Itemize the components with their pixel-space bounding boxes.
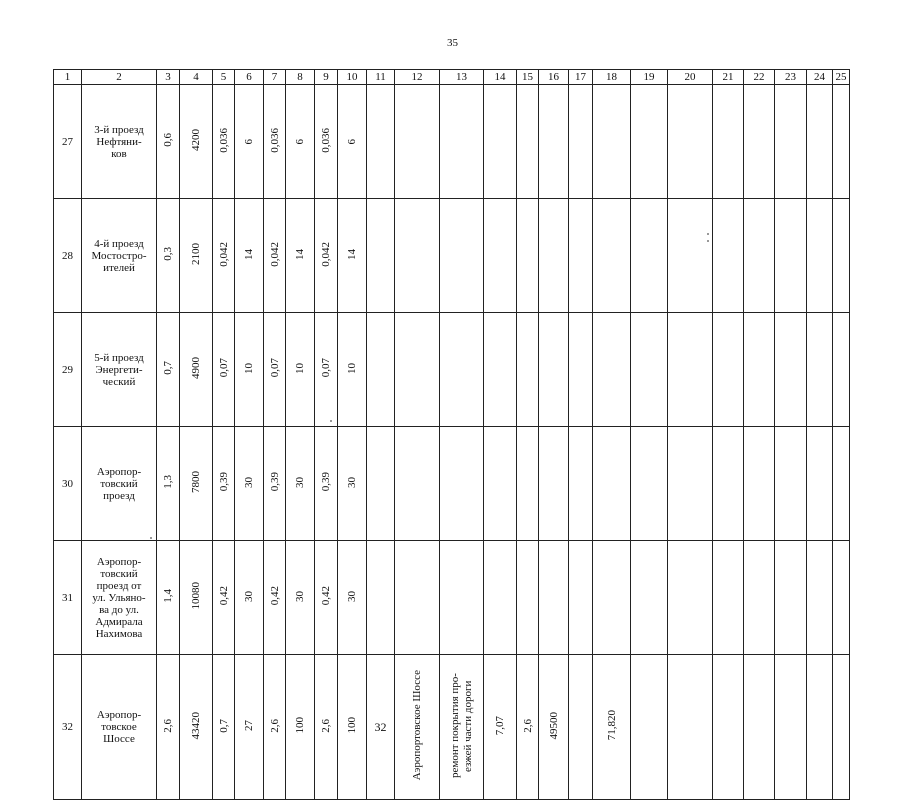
cell-c23	[775, 655, 807, 800]
header-cell: 13	[440, 70, 484, 85]
cell-c6	[235, 427, 264, 541]
cell-c7	[264, 313, 286, 427]
row-number: 32	[54, 655, 82, 800]
cell-value: 7,07	[494, 715, 506, 736]
cell-c18	[593, 541, 631, 655]
table-row	[54, 541, 850, 655]
cell-c13-work-type	[440, 199, 484, 313]
cell-c14	[484, 313, 517, 427]
cell-c24	[807, 85, 833, 199]
cell-value: 0,036	[268, 127, 281, 153]
cell-value: 6	[243, 139, 255, 145]
cell-c10	[338, 541, 367, 655]
cell-c18	[593, 85, 631, 199]
cell-value: 0,07	[268, 358, 281, 378]
cell-c10	[338, 313, 367, 427]
cell-c9	[315, 199, 338, 313]
cell-value: 0,42	[268, 586, 281, 606]
cell-c19	[631, 85, 668, 199]
table-row	[54, 655, 850, 800]
cell-c10	[338, 427, 367, 541]
cell-c5	[213, 427, 235, 541]
cell-value: 10	[243, 362, 255, 374]
cell-value: 2,6	[162, 718, 174, 733]
road-name	[82, 199, 157, 313]
row-number: 31	[54, 541, 82, 655]
header-cell: 24	[807, 70, 833, 85]
cell-value: 4200	[190, 129, 202, 151]
cell-value: 2,6	[320, 718, 332, 733]
cell-c3	[157, 199, 180, 313]
cell-c22	[744, 313, 775, 427]
road-name	[82, 655, 157, 800]
cell-c15	[517, 85, 539, 199]
cell-value: ремонт покрытия про-езжей части дороги	[448, 673, 474, 778]
cell-c15	[517, 199, 539, 313]
header-cell: 17	[569, 70, 593, 85]
cell-c8	[286, 427, 315, 541]
cell-c20	[668, 541, 713, 655]
cell-c14	[484, 655, 517, 800]
cell-c23	[775, 427, 807, 541]
cell-c12-street	[395, 199, 440, 313]
cell-c11	[367, 313, 395, 427]
cell-value: 0,042	[268, 241, 281, 267]
cell-c16	[539, 199, 569, 313]
road-name-line: Мостостро-	[91, 249, 147, 262]
cell-value: 0,7	[217, 718, 230, 733]
header-cell: 11	[367, 70, 395, 85]
cell-value: 0,07	[217, 358, 230, 378]
header-cell: 8	[286, 70, 315, 85]
table-row	[54, 427, 850, 541]
header-cell: 3	[157, 70, 180, 85]
cell-c15	[517, 313, 539, 427]
cell-c4	[180, 541, 213, 655]
road-name-line: Аэропор-	[96, 555, 142, 568]
cell-c19	[631, 313, 668, 427]
row-number: 27	[54, 85, 82, 199]
cell-c3	[157, 427, 180, 541]
cell-c8	[286, 541, 315, 655]
cell-c12-street	[395, 85, 440, 199]
header-cell: 9	[315, 70, 338, 85]
cell-c4	[180, 199, 213, 313]
cell-c4	[180, 655, 213, 800]
road-name-line: проезд	[103, 489, 135, 502]
cell-value: 0,036	[320, 127, 332, 153]
road-name-line: Адмирала	[95, 615, 143, 628]
cell-c21	[713, 427, 744, 541]
cell-value: 14	[294, 248, 306, 260]
road-name-line: Аэропор-	[96, 709, 142, 721]
cell-value: 10	[294, 362, 306, 374]
cell-value: 0,39	[268, 472, 281, 492]
cell-c6	[235, 85, 264, 199]
cell-value: 0,042	[320, 241, 332, 267]
road-name	[82, 85, 157, 199]
cell-c16	[539, 313, 569, 427]
cell-value: 30	[243, 590, 255, 602]
cell-c5	[213, 85, 235, 199]
cell-c18	[593, 313, 631, 427]
cell-c24	[807, 427, 833, 541]
cell-c9	[315, 85, 338, 199]
cell-c22	[744, 199, 775, 313]
cell-c8	[286, 655, 315, 800]
cell-c8	[286, 313, 315, 427]
cell-c20	[668, 313, 713, 427]
road-name-line: проезд от	[96, 579, 142, 592]
cell-c15	[517, 541, 539, 655]
cell-c14	[484, 427, 517, 541]
cell-value: 14	[346, 248, 358, 260]
cell-c20	[668, 655, 713, 800]
cell-value: 30	[346, 590, 358, 602]
header-cell: 14	[484, 70, 517, 85]
cell-c11	[367, 541, 395, 655]
cell-value: 14	[243, 248, 255, 260]
cell-c18	[593, 199, 631, 313]
header-cell: 12	[395, 70, 440, 85]
cell-c19	[631, 541, 668, 655]
row-number: 30	[54, 427, 82, 541]
header-cell: 18	[593, 70, 631, 85]
cell-c19	[631, 655, 668, 800]
cell-value: 0,7	[162, 361, 174, 375]
cell-c6	[235, 655, 264, 800]
cell-c17	[569, 85, 593, 199]
cell-c20	[668, 199, 713, 313]
header-cell: 2	[82, 70, 157, 85]
road-name-line: Энергети-	[95, 363, 143, 376]
cell-c19	[631, 427, 668, 541]
scan-speck	[707, 240, 709, 242]
scan-speck	[330, 420, 332, 422]
cell-c9	[315, 655, 338, 800]
cell-c25	[833, 85, 850, 199]
cell-value: 0,6	[162, 133, 174, 147]
cell-value: 2100	[190, 243, 202, 265]
cell-value: Аэропортовское Шоссе	[411, 670, 423, 781]
road-name-line: 5-й проезд	[94, 351, 144, 364]
cell-c6	[235, 541, 264, 655]
cell-c24	[807, 541, 833, 655]
cell-c20	[668, 427, 713, 541]
cell-value: 7800	[190, 471, 202, 493]
cell-value: 0,39	[217, 472, 230, 492]
cell-c8	[286, 199, 315, 313]
cell-c15	[517, 655, 539, 800]
cell-c25	[833, 199, 850, 313]
header-cell: 25	[833, 70, 850, 85]
cell-c22	[744, 541, 775, 655]
cell-value: 0,39	[320, 472, 332, 492]
header-cell: 6	[235, 70, 264, 85]
header-cell: 20	[668, 70, 713, 85]
cell-c19	[631, 199, 668, 313]
cell-c5	[213, 541, 235, 655]
road-name-line: 4-й проезд	[94, 237, 144, 250]
road-name-line: Аэропор-	[96, 465, 142, 478]
page-number: 35	[447, 37, 458, 49]
cell-c24	[807, 199, 833, 313]
cell-c5	[213, 313, 235, 427]
cell-c4	[180, 313, 213, 427]
cell-c21	[713, 313, 744, 427]
cell-value: 49500	[547, 711, 560, 740]
cell-c6	[235, 199, 264, 313]
cell-value: 1,4	[162, 589, 174, 603]
cell-c11	[367, 199, 395, 313]
cell-value: 30	[346, 476, 358, 488]
cell-value: 10	[346, 362, 358, 374]
cell-c7	[264, 85, 286, 199]
cell-value: 0,036	[217, 127, 230, 153]
cell-c3	[157, 655, 180, 800]
cell-value: 6	[294, 139, 306, 145]
cell-c9	[315, 541, 338, 655]
cell-c23	[775, 199, 807, 313]
cell-c25	[833, 427, 850, 541]
cell-c13-work-type	[440, 313, 484, 427]
table-row	[54, 199, 850, 313]
cell-c9	[315, 427, 338, 541]
cell-c22	[744, 427, 775, 541]
cell-c11	[367, 427, 395, 541]
cell-c18	[593, 655, 631, 800]
cell-c17	[569, 427, 593, 541]
header-cell: 10	[338, 70, 367, 85]
header-cell: 21	[713, 70, 744, 85]
cell-c21	[713, 199, 744, 313]
road-name-line: Нахимова	[95, 627, 143, 640]
header-cell: 5	[213, 70, 235, 85]
cell-c3	[157, 313, 180, 427]
cell-c24	[807, 655, 833, 800]
cell-c18	[593, 427, 631, 541]
cell-value: 71,820	[605, 710, 618, 741]
road-name-line: товский	[100, 477, 138, 490]
cell-value: 100	[346, 717, 358, 734]
cell-value: 0,07	[320, 358, 332, 378]
cell-c12-street	[395, 313, 440, 427]
cell-c21	[713, 541, 744, 655]
cell-c9	[315, 313, 338, 427]
cell-c16	[539, 541, 569, 655]
road-name	[82, 427, 157, 541]
cell-value: 27	[243, 720, 255, 731]
cell-value: 6	[346, 139, 358, 145]
road-name-line: ческий	[102, 375, 136, 388]
cell-c3	[157, 85, 180, 199]
cell-value: 0,42	[320, 586, 332, 606]
cell-c12-street	[395, 427, 440, 541]
cell-c13-work-type	[440, 85, 484, 199]
cell-c8	[286, 85, 315, 199]
cell-c17	[569, 199, 593, 313]
header-cell: 19	[631, 70, 668, 85]
cell-c25	[833, 655, 850, 800]
cell-c3	[157, 541, 180, 655]
road-name-line: Нефтяни-	[96, 135, 142, 148]
cell-c6	[235, 313, 264, 427]
cell-c14	[484, 541, 517, 655]
cell-c16	[539, 85, 569, 199]
cell-c10	[338, 655, 367, 800]
cell-c13-work-type	[440, 655, 484, 800]
road-name-line: ков	[111, 147, 127, 160]
cell-c25	[833, 313, 850, 427]
cell-c15	[517, 427, 539, 541]
cell-c11: 32	[367, 655, 395, 800]
cell-c14	[484, 85, 517, 199]
row-number: 28	[54, 199, 82, 313]
cell-c7	[264, 541, 286, 655]
road-name-line: Шоссе	[103, 733, 135, 745]
cell-c16	[539, 427, 569, 541]
cell-c13-work-type	[440, 541, 484, 655]
header-cell: 15	[517, 70, 539, 85]
cell-c23	[775, 541, 807, 655]
scan-speck	[150, 537, 152, 539]
cell-c22	[744, 655, 775, 800]
cell-c10	[338, 85, 367, 199]
cell-value: 30	[294, 476, 306, 488]
road-name	[82, 313, 157, 427]
cell-c20	[668, 85, 713, 199]
row-number: 29	[54, 313, 82, 427]
header-cell: 7	[264, 70, 286, 85]
road-name-line: 3-й проезд	[94, 123, 144, 136]
road-name-line: товский	[100, 567, 138, 580]
cell-c13-work-type	[440, 427, 484, 541]
cell-c7	[264, 199, 286, 313]
cell-c10	[338, 199, 367, 313]
cell-c17	[569, 541, 593, 655]
road-name-line: ул. Ульяно-	[92, 591, 146, 604]
cell-c17	[569, 655, 593, 800]
road-name	[82, 541, 157, 655]
cell-c16	[539, 655, 569, 800]
cell-value: 2,6	[268, 718, 281, 733]
road-name-line: ва до ул.	[99, 603, 139, 616]
cell-c12-street	[395, 655, 440, 800]
cell-c14	[484, 199, 517, 313]
cell-value: 0,42	[217, 586, 230, 606]
cell-c23	[775, 85, 807, 199]
header-cell: 22	[744, 70, 775, 85]
data-table	[53, 69, 850, 800]
cell-c25	[833, 541, 850, 655]
cell-value: 100	[294, 717, 306, 734]
cell-c5	[213, 655, 235, 800]
header-row	[54, 70, 850, 85]
cell-c4	[180, 85, 213, 199]
cell-c4	[180, 427, 213, 541]
cell-value: 30	[294, 590, 306, 602]
cell-c22	[744, 85, 775, 199]
cell-c5	[213, 199, 235, 313]
header-cell: 23	[775, 70, 807, 85]
cell-c21	[713, 85, 744, 199]
cell-value: 0,3	[162, 247, 174, 261]
scan-speck	[707, 233, 709, 235]
table-row	[54, 313, 850, 427]
header-cell: 16	[539, 70, 569, 85]
cell-value: 1,3	[162, 475, 174, 489]
cell-value: 4900	[190, 357, 202, 379]
header-cell: 4	[180, 70, 213, 85]
cell-c23	[775, 313, 807, 427]
cell-c7	[264, 427, 286, 541]
cell-value: 0,042	[217, 241, 230, 267]
cell-value: 30	[243, 476, 255, 488]
road-name-line: товское	[101, 721, 137, 733]
cell-c12-street	[395, 541, 440, 655]
header-cell: 1	[54, 70, 82, 85]
cell-c21	[713, 655, 744, 800]
cell-value: 43420	[190, 711, 202, 740]
table-row	[54, 85, 850, 199]
cell-value: 10080	[190, 582, 202, 610]
cell-c24	[807, 313, 833, 427]
road-name-line: ителей	[103, 261, 135, 274]
cell-c17	[569, 313, 593, 427]
cell-c11	[367, 85, 395, 199]
cell-c7	[264, 655, 286, 800]
cell-value: 2,6	[521, 718, 534, 733]
